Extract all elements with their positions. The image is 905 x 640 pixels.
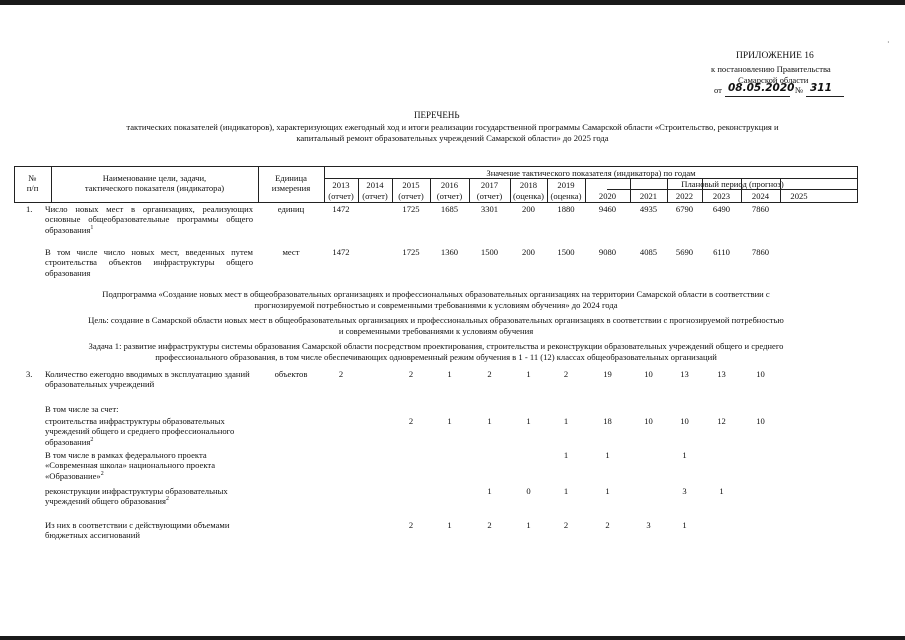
- row-value: 1500: [480, 247, 499, 257]
- row-indicator-text: Число новых мест в организациях, реализующих основные общеобразовательные программы общего образования: [45, 204, 253, 235]
- row-indicator-name: [45, 520, 253, 541]
- year-status-2016: (отчет): [436, 191, 463, 201]
- row-value: 7860: [751, 204, 770, 214]
- row-indicator-name: [45, 416, 253, 447]
- footnote-marker: 2: [100, 471, 104, 478]
- footnote-marker: 2: [166, 496, 169, 503]
- row-value: 1: [605, 450, 610, 460]
- row-value: 9080: [598, 247, 617, 257]
- row-value: 3301: [480, 204, 499, 214]
- row-value: 2: [605, 520, 610, 530]
- row-unit: единиц: [277, 204, 305, 214]
- scan-edge-bottom: [0, 636, 905, 640]
- year-status-2013: (отчет): [328, 191, 354, 201]
- row-value: 2: [487, 520, 492, 530]
- row-value: 6790: [675, 204, 694, 214]
- appendix-number-handwritten: 311: [810, 82, 832, 94]
- year-header-2024: 2024: [751, 191, 770, 201]
- col-header-name: Наименование цели, задачи,: [102, 173, 207, 183]
- row-value: 1: [682, 450, 687, 460]
- row-value: 2: [408, 520, 414, 530]
- row-value: 1: [526, 416, 531, 426]
- row-value: 1685: [440, 204, 459, 214]
- scan-edge-top: [0, 0, 905, 5]
- row-value: 1: [563, 416, 569, 426]
- year-header-2013: 2013: [332, 180, 350, 190]
- row-value: 1: [447, 520, 452, 530]
- row-value: 1360: [440, 247, 459, 257]
- row-value: 10: [644, 369, 653, 379]
- row-value: 1472: [332, 247, 350, 257]
- row-value: 4085: [639, 247, 658, 257]
- year-status-2018: (оценка): [513, 191, 544, 201]
- date-underline: [725, 96, 790, 97]
- col-header-num-2: п/п: [26, 183, 39, 193]
- number-underline: [806, 96, 844, 97]
- task-line-2: профессионального образования, в том числе обеспечивающих одновременный режим обучения в 1 - 11 (12) классах общеобразовательных организаций: [155, 352, 717, 362]
- row-value: 2: [563, 520, 569, 530]
- year-header-2023: 2023: [712, 191, 731, 201]
- row-value: 7860: [751, 247, 770, 257]
- row-value: 19: [603, 369, 612, 379]
- row-value: 1: [447, 416, 452, 426]
- year-status-2014: (отчет): [362, 191, 388, 201]
- year-header-2021: 2021: [639, 191, 658, 201]
- footnote-marker: 1: [90, 225, 94, 232]
- year-status-2015: (отчет): [398, 191, 424, 201]
- row-value: 13: [717, 369, 726, 379]
- row-value: 4935: [639, 204, 658, 214]
- row-value: 0: [526, 486, 531, 496]
- row-value: 6490: [712, 204, 731, 214]
- year-header-2014: 2014: [366, 180, 384, 190]
- row-value: 1: [526, 520, 531, 530]
- row-value: 1: [563, 450, 569, 460]
- col-header-name-2: тактического показателя (индикатора): [84, 183, 225, 193]
- row-indicator-text: реконструкции инфраструктуры образовательных учреждений общего образования: [45, 486, 228, 507]
- row-value: 2: [408, 416, 414, 426]
- col-header-plan-period: Плановый период (прогноз): [681, 179, 784, 189]
- row-unit: мест: [282, 247, 300, 257]
- year-header-2019: 2019: [557, 180, 575, 190]
- footnote-marker: 2: [90, 437, 94, 444]
- row-value: 1: [526, 369, 531, 379]
- year-header-2020: 2020: [598, 191, 617, 201]
- row-number: 3.: [26, 369, 33, 379]
- scan-speck: ·: [887, 38, 890, 47]
- year-header-2016: 2016: [440, 180, 459, 190]
- appendix-line-3: Самарской области: [738, 75, 809, 85]
- goal-line-1: Цель: создание в Самарской области новых мест в общеобразовательных организациях и профессиональных образовательных организациях в соответствии с прогнозируемой потребностью: [88, 315, 784, 325]
- year-status-2019: (оценка): [550, 191, 582, 201]
- row-indicator-text: строительства инфраструктуры образовательных учреждений общего и среднего профессионального образования: [45, 416, 235, 447]
- col-header-unit: Единица: [275, 173, 307, 183]
- appendix-number: ПРИЛОЖЕНИЕ 16: [736, 51, 814, 61]
- row-value: 1: [563, 486, 569, 496]
- row-value: 3: [682, 486, 687, 496]
- row-value: 2: [487, 369, 492, 379]
- row-value: 1: [605, 486, 610, 496]
- row-value: 3: [646, 520, 651, 530]
- row-unit: объектов: [274, 369, 308, 379]
- row-value: 10: [644, 416, 653, 426]
- row-indicator-name: [45, 369, 253, 390]
- appendix-date-prefix: от: [714, 85, 722, 95]
- row-indicator-text: В том числе за счет:: [45, 404, 119, 414]
- row-value: 1: [447, 369, 452, 379]
- table-header-bottom-line: [14, 202, 858, 203]
- document-subtitle-line-2: капитальный ремонт образовательных учреждений Самарской области» до 2025 года: [296, 133, 609, 143]
- year-status-2017: (отчет): [476, 191, 503, 201]
- document-title: ПЕРЕЧЕНЬ: [414, 110, 460, 120]
- row-value: 12: [717, 416, 726, 426]
- col-header-num: №: [28, 173, 37, 183]
- appendix-line-2: к постановлению Правительства: [711, 64, 831, 74]
- row-value: 6110: [713, 247, 730, 257]
- subprogram-line-2: прогнозируемой потребностью и современными требованиями к условиям обучения» до 2024 года: [254, 300, 618, 310]
- row-value: 1472: [332, 204, 350, 214]
- document-subtitle-line-1: тактических показателей (индикаторов), характеризующих ежегодный ход и итоги реализации государственной программы Самарской области «Строительство, реконструкция и: [126, 122, 779, 132]
- row-value: 1880: [557, 204, 575, 214]
- row-value: 18: [603, 416, 612, 426]
- year-header-2017: 2017: [480, 180, 499, 190]
- row-value: 2: [408, 369, 414, 379]
- row-value: 1500: [557, 247, 575, 257]
- year-header-2022: 2022: [675, 191, 694, 201]
- row-number: 1.: [26, 204, 33, 214]
- row-value: 1: [487, 416, 492, 426]
- row-value: 1: [682, 520, 687, 530]
- row-indicator-text: Количество ежегодно вводимых в эксплуатацию зданий образовательных учреждений: [45, 369, 250, 390]
- row-value: 2: [563, 369, 569, 379]
- task-line-1: Задача 1: развитие инфраструктуры системы образования Самарской области посредством проектирования, строительства и реконструкции образовательных учреждений общего и среднего: [88, 341, 784, 351]
- year-header-2018: 2018: [519, 180, 538, 190]
- row-indicator-name: [45, 450, 253, 481]
- row-value: 10: [756, 416, 765, 426]
- subprogram-line-1: Подпрограмма «Создание новых мест в общеобразовательных организациях и профессиональных образовательных организациях на территории Самарской области в соответствии с: [102, 289, 770, 299]
- row-indicator-name: [45, 404, 253, 414]
- row-indicator-name: [45, 247, 253, 278]
- row-value: 10: [680, 416, 689, 426]
- year-header-2015: 2015: [402, 180, 420, 190]
- year-header-2025: 2025: [790, 191, 808, 201]
- row-value: 13: [680, 369, 689, 379]
- appendix-date-handwritten: 08.05.2020: [728, 82, 795, 94]
- row-value: 2: [338, 369, 344, 379]
- row-value: 1725: [402, 247, 420, 257]
- col-header-values: Значение тактического показателя (индикатора) по годам: [486, 168, 696, 178]
- row-value: 1725: [402, 204, 420, 214]
- row-indicator-text: В том числе в рамках федерального проекта «Современная школа» национального проекта «Образование»: [45, 450, 216, 481]
- row-indicator-text: Из них в соответствии с действующими объемами бюджетных ассигнований: [45, 520, 230, 541]
- table-top-line: [14, 166, 858, 167]
- row-value: 5690: [675, 247, 694, 257]
- row-value: 200: [522, 204, 535, 214]
- row-value: 10: [756, 369, 765, 379]
- row-value: 9460: [598, 204, 617, 214]
- row-indicator-name: [45, 486, 253, 507]
- row-value: 1: [487, 486, 492, 496]
- appendix-number-prefix: №: [795, 85, 804, 95]
- col-header-unit-2: измерения: [271, 183, 311, 193]
- row-value: 1: [719, 486, 724, 496]
- goal-line-2: и современными требованиями к условиям обучения: [338, 326, 534, 336]
- row-value: 200: [522, 247, 535, 257]
- row-indicator-text: В том числе число новых мест, введенных путем строительства объектов инфраструктуры общего образования: [45, 247, 253, 278]
- row-indicator-name: [45, 204, 253, 235]
